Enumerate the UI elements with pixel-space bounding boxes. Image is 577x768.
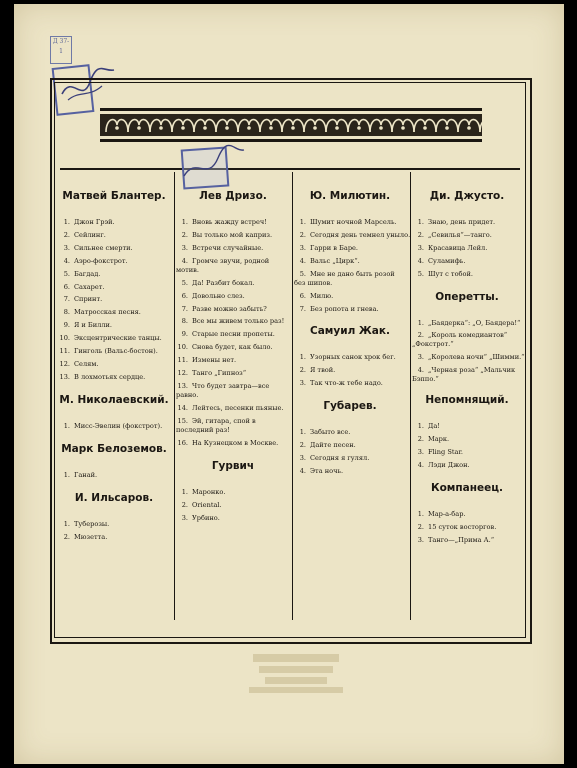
song-item	[58, 371, 170, 384]
song-title: Вальс „Цирк“.	[310, 256, 360, 265]
ornament-dot	[181, 126, 185, 130]
song-number: 14.	[177, 403, 188, 412]
song-title: „Севилья“—танго.	[428, 230, 492, 239]
composer-heading: М. Николаевский.	[59, 393, 169, 406]
composer-column-4	[412, 182, 525, 547]
ornament-dot	[401, 126, 405, 130]
song-title: „Черная роза“ „Мальчик Бэппо.“	[412, 366, 516, 384]
song-title: Забыто все.	[310, 428, 351, 437]
song-number: 4.	[417, 461, 424, 470]
song-number: 2.	[417, 331, 424, 340]
song-item	[58, 229, 170, 242]
song-item	[176, 512, 290, 525]
song-number: 2.	[181, 500, 188, 509]
ornament-dot	[357, 126, 361, 130]
song-title: Ганай.	[74, 470, 98, 479]
song-title: Гарри в Баре.	[310, 243, 359, 252]
song-title: Вы только мой каприз.	[192, 230, 273, 239]
song-number: 1.	[63, 218, 70, 226]
song-number: 2.	[299, 230, 306, 239]
song-number: 1.	[299, 353, 306, 362]
song-title: Разве можно забыть?	[192, 304, 267, 313]
song-item	[412, 242, 522, 255]
song-title: Без ропота и гнева.	[310, 304, 379, 313]
song-title: Громче звучи, родной мотив.	[176, 256, 270, 274]
ornament-dot	[269, 126, 273, 130]
song-title: Старые песни пропеты.	[192, 330, 275, 339]
song-title: Измены нет.	[192, 356, 237, 365]
song-item	[176, 257, 290, 275]
song-title: Шут с тобой.	[428, 269, 473, 278]
song-title: Туберозы.	[74, 519, 110, 528]
song-item	[176, 315, 290, 328]
song-title: Oriental.	[192, 500, 222, 509]
song-number: 1.	[417, 318, 424, 327]
column-divider	[292, 172, 293, 620]
song-item	[412, 534, 522, 547]
song-number: 7.	[63, 295, 70, 304]
song-list	[294, 216, 411, 315]
song-item	[58, 281, 170, 294]
song-title: Мюзетта.	[74, 532, 108, 541]
song-number: 2.	[417, 435, 424, 444]
faded-stamp-mark	[245, 650, 347, 696]
song-list	[176, 216, 290, 450]
ornament-dot	[423, 126, 427, 130]
song-item	[412, 268, 522, 281]
song-number: 1.	[181, 487, 188, 496]
song-item	[176, 216, 290, 229]
song-item	[412, 331, 522, 349]
song-title: Танго „Гипноз“	[192, 369, 247, 378]
ornament-dot	[159, 126, 163, 130]
song-item	[294, 242, 406, 255]
ornament-dot	[335, 126, 339, 130]
song-title: Селям.	[74, 359, 99, 368]
song-title: Мисс-Эвелин (фокстрот).	[74, 421, 163, 430]
song-title: На Кузнецком в Москве.	[192, 438, 279, 447]
ornament-dot	[467, 126, 471, 130]
song-title: Все мы живем только раз!	[192, 317, 285, 326]
song-title: Гинголь (Вальс-бостон).	[74, 347, 158, 356]
song-number: 3.	[299, 379, 306, 388]
song-item	[412, 229, 522, 242]
song-item	[294, 364, 406, 377]
song-number: 1.	[417, 422, 424, 431]
song-title: Да!	[428, 422, 440, 431]
song-title: Лэди Джон.	[428, 461, 470, 470]
composer-heading: Самуил Жак.	[310, 325, 390, 338]
song-title: Красавица Лейл.	[428, 243, 488, 252]
song-title: Мар-а-бар.	[428, 509, 466, 518]
ornament-dot	[379, 126, 383, 130]
song-title: Так что-ж тебе надо.	[310, 379, 383, 388]
song-title: Сильнее смерти.	[74, 243, 133, 252]
song-number: 2.	[63, 230, 70, 239]
song-number: 11.	[177, 356, 188, 365]
song-title: Милю.	[310, 291, 334, 300]
song-title: Маронко.	[192, 487, 226, 496]
song-list	[294, 426, 406, 478]
song-item	[58, 242, 170, 255]
song-number: 3.	[63, 243, 70, 252]
song-item	[412, 317, 522, 330]
song-number: 2.	[299, 366, 306, 375]
song-item	[176, 402, 290, 415]
song-title: Мне не дано быть розой без шипов.	[294, 269, 395, 287]
song-item	[412, 366, 522, 384]
song-item	[176, 242, 290, 255]
song-item	[58, 469, 170, 482]
composer-heading: Лев Дризо.	[199, 190, 267, 202]
song-number: 2.	[299, 441, 306, 450]
song-item	[176, 303, 290, 316]
song-number: 1.	[181, 218, 188, 226]
ornament-dot	[225, 126, 229, 130]
song-title: Урбино.	[192, 513, 220, 522]
composer-heading: И. Ильсаров.	[74, 491, 154, 504]
song-item	[176, 290, 290, 303]
song-number: 3.	[417, 353, 424, 362]
composer-heading: Компанеец.	[431, 481, 503, 494]
song-number: 5.	[417, 269, 424, 278]
song-number: 13.	[177, 381, 188, 390]
song-item	[58, 358, 170, 371]
catalog-stamp	[50, 36, 72, 64]
composer-column-3	[294, 182, 411, 478]
song-title: Сегодня я гулял.	[310, 453, 370, 462]
song-item	[58, 268, 170, 281]
song-list	[58, 216, 170, 384]
composer-heading: Матвей Блантер.	[62, 190, 166, 202]
song-title: Спринт.	[74, 295, 103, 304]
song-item	[176, 354, 290, 367]
song-number: 8.	[63, 308, 70, 317]
song-title: „Королева ночи“ „Шимми.“	[428, 353, 525, 362]
song-item	[176, 328, 290, 341]
song-number: 2.	[63, 532, 70, 541]
song-title: „Баядерка“: „О, Баядера!“	[428, 318, 521, 327]
song-number: 3.	[181, 243, 188, 252]
song-list	[412, 420, 522, 472]
composer-heading: Непомнящий.	[425, 394, 509, 407]
composer-column-1	[58, 182, 170, 543]
song-item	[176, 341, 290, 354]
song-title: Я и Билли.	[74, 321, 113, 330]
song-number: 3.	[299, 453, 306, 462]
song-number: 8.	[181, 317, 188, 326]
composer-heading: Ю. Милютин.	[309, 190, 391, 202]
song-title: Багдад.	[74, 269, 101, 278]
composer-heading: Оперетты.	[435, 290, 499, 303]
ornament-dot	[115, 126, 119, 130]
song-item	[294, 290, 406, 303]
song-list	[58, 518, 170, 544]
song-title: Аэро-фокстрот.	[74, 256, 128, 265]
catalog-stamp-code: Д 37-1	[52, 38, 70, 55]
song-number: 1.	[63, 421, 70, 430]
ornament-dot	[313, 126, 317, 130]
song-list	[294, 351, 406, 390]
song-item	[294, 303, 406, 316]
song-list	[412, 317, 525, 385]
song-item	[412, 216, 522, 229]
song-title: „Король комедиантов“ „Фокстрот.“	[412, 331, 508, 349]
song-item	[176, 229, 290, 242]
song-item	[58, 255, 170, 268]
song-number: 2.	[417, 230, 424, 239]
song-number: 5.	[63, 269, 70, 278]
song-item	[294, 439, 406, 452]
song-item	[412, 255, 522, 268]
song-item	[294, 377, 406, 390]
song-list	[412, 508, 522, 547]
song-number: 16.	[177, 438, 188, 447]
song-number: 6.	[63, 282, 70, 291]
song-item	[294, 452, 406, 465]
song-number: 4.	[63, 256, 70, 265]
composer-heading: Губарев.	[323, 400, 377, 413]
column-divider	[174, 172, 175, 620]
song-title: Встречи случайные.	[192, 243, 264, 252]
song-number: 3.	[417, 448, 424, 457]
song-item	[58, 306, 170, 319]
song-item	[412, 351, 525, 364]
song-title: 15 суток восторгов.	[428, 522, 497, 531]
song-item	[58, 518, 170, 531]
song-title: Матросская песня.	[74, 308, 141, 317]
song-number: 12.	[59, 359, 70, 368]
song-list	[412, 216, 522, 281]
song-title: Сахарет.	[74, 282, 105, 291]
song-title: Джон Грэй.	[74, 218, 115, 226]
song-item	[412, 459, 522, 472]
song-item	[176, 499, 290, 512]
song-number: 9.	[181, 330, 188, 339]
song-item	[176, 367, 290, 380]
song-number: 1.	[417, 509, 424, 518]
song-number: 1.	[417, 218, 424, 226]
song-title: Лейтесь, песенки пьяные.	[192, 403, 284, 412]
song-item	[294, 426, 406, 439]
song-number: 1.	[299, 428, 306, 437]
song-item	[412, 521, 522, 534]
song-item	[176, 486, 290, 499]
song-title: В лохмотьях сердце.	[74, 372, 146, 381]
song-title: Сегодня день темнел уныло.	[310, 230, 411, 239]
song-number: 10.	[59, 334, 70, 343]
song-item	[176, 277, 290, 290]
song-item	[294, 351, 406, 364]
song-number: 13.	[59, 372, 70, 381]
song-number: 15.	[177, 416, 188, 425]
song-item	[294, 465, 406, 478]
song-title: Эта ночь.	[310, 466, 344, 475]
song-number: 10.	[177, 343, 188, 352]
song-number: 1.	[63, 470, 70, 479]
song-number: 1.	[299, 218, 306, 226]
composer-heading: Марк Белоземов.	[61, 442, 167, 455]
song-number: 6.	[299, 291, 306, 300]
song-item	[58, 345, 170, 358]
ornament-dot	[247, 126, 251, 130]
song-item	[412, 446, 522, 459]
song-number: 2.	[181, 230, 188, 239]
song-title: Узорных санок хрок бег.	[310, 353, 396, 362]
song-number: 5.	[299, 269, 306, 278]
song-list	[58, 420, 170, 433]
song-number: 1.	[63, 519, 70, 528]
song-title: Сейлинг.	[74, 230, 106, 239]
song-item	[58, 216, 170, 229]
song-item	[294, 229, 411, 242]
song-title: Знаю, день придет.	[428, 218, 496, 226]
song-list	[176, 486, 290, 525]
song-number: 6.	[181, 291, 188, 300]
song-item	[58, 531, 170, 544]
song-number: 7.	[299, 304, 306, 313]
song-list	[58, 469, 170, 482]
song-title: Эксцентрические танцы.	[74, 334, 162, 343]
song-title: Вновь жажду встреч!	[192, 218, 267, 226]
song-number: 3.	[417, 243, 424, 252]
song-number: 3.	[181, 513, 188, 522]
song-number: 4.	[417, 366, 424, 375]
ornament-dot	[291, 126, 295, 130]
song-item	[412, 420, 522, 433]
song-title: Что будет завтра—все равно.	[176, 381, 270, 399]
faded-publisher-stamp	[245, 650, 347, 696]
composer-column-2	[176, 182, 290, 525]
song-number: 2.	[417, 522, 424, 531]
song-number: 5.	[181, 278, 188, 287]
song-number: 4.	[299, 466, 306, 475]
song-title: Эй, гитара, спой в последний раз!	[176, 416, 256, 434]
song-number: 4.	[181, 256, 188, 265]
ornament-dot	[203, 126, 207, 130]
song-title: Довольно слез.	[192, 291, 245, 300]
song-title: Дайте песен.	[310, 441, 356, 450]
song-title: Да! Разбит бокал.	[192, 278, 255, 287]
ornament-dot	[137, 126, 141, 130]
song-item	[176, 382, 290, 400]
song-number: 12.	[177, 369, 188, 378]
composer-heading: Гурвич	[211, 459, 255, 472]
song-title: Снова будет, как было.	[192, 343, 273, 352]
song-number: 4.	[299, 256, 306, 265]
song-item	[412, 508, 522, 521]
song-item	[294, 270, 406, 288]
song-title: Я твой.	[310, 366, 336, 375]
song-number: 4.	[417, 256, 424, 265]
song-title: Танго—„Прима А.“	[428, 535, 495, 544]
song-item	[58, 293, 170, 306]
song-item	[176, 437, 290, 450]
column-divider	[410, 172, 411, 620]
song-item	[412, 433, 522, 446]
song-number: 3.	[417, 535, 424, 544]
song-item	[58, 332, 170, 345]
header-divider	[60, 168, 520, 170]
song-number: 9.	[63, 321, 70, 330]
ornament-dot	[445, 126, 449, 130]
song-title: Марк.	[428, 435, 450, 444]
song-item	[58, 319, 170, 332]
ornament-border	[100, 108, 482, 142]
song-item	[58, 420, 170, 433]
song-title: Суламифь.	[428, 256, 466, 265]
song-number: 11.	[59, 347, 70, 356]
song-item	[294, 255, 406, 268]
song-item	[176, 417, 290, 435]
song-title: Шумит ночной Марсель.	[310, 218, 397, 226]
song-number: 7.	[181, 304, 188, 313]
song-title: Fling Star.	[428, 448, 463, 457]
composer-heading: Ди. Джусто.	[429, 190, 505, 202]
song-number: 3.	[299, 243, 306, 252]
song-item	[294, 216, 406, 229]
